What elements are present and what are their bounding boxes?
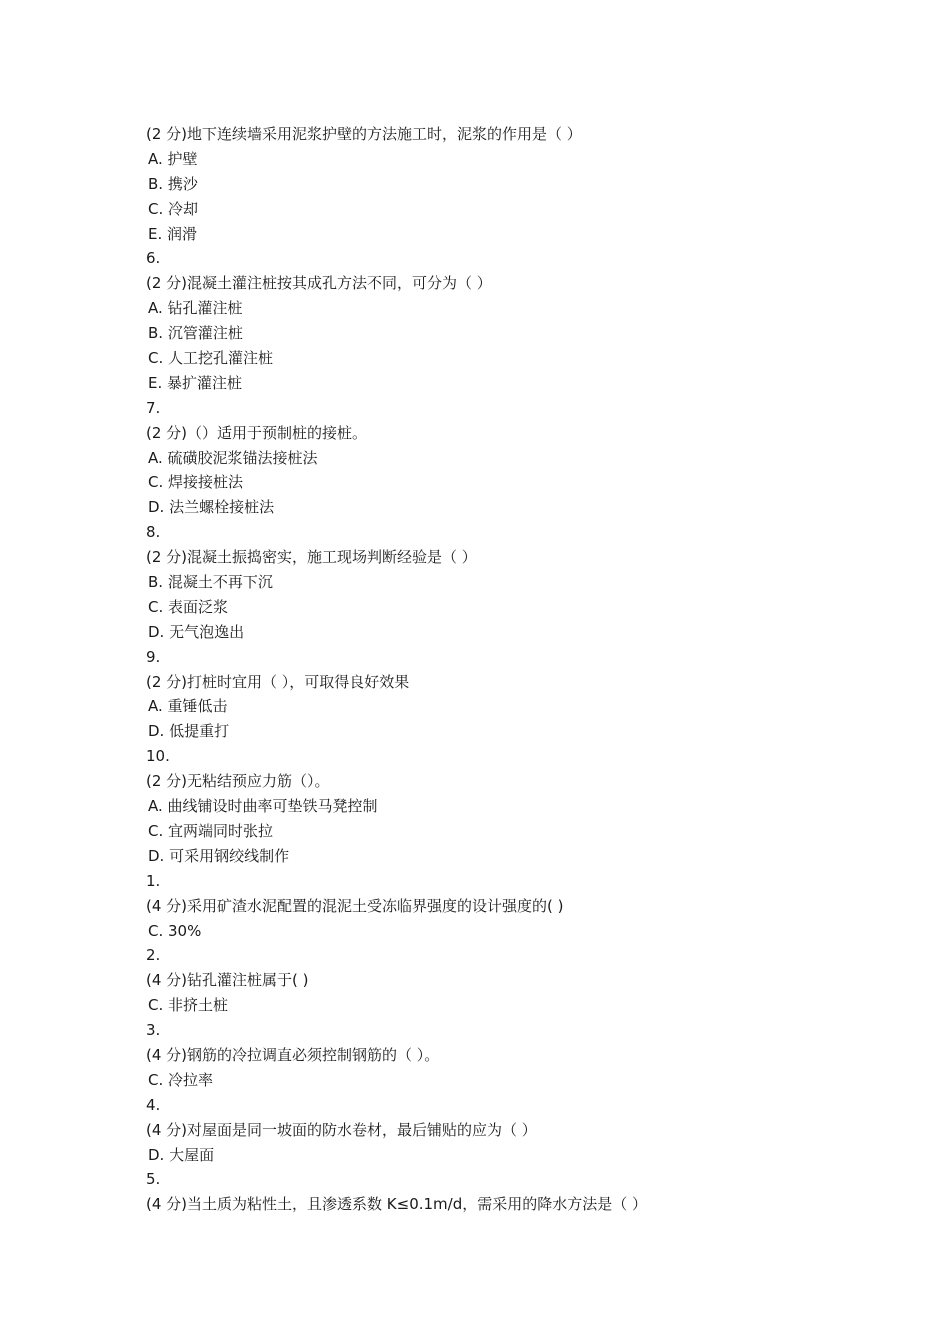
answer-option: C. 焊接接桩法 xyxy=(148,473,244,492)
answer-option: D. 无气泡逸出 xyxy=(148,622,245,641)
question-text: (2 分)打桩时宜用（ ），可取得良好效果 xyxy=(146,672,410,691)
question-number: 2. xyxy=(146,946,161,965)
question-number: 6. xyxy=(146,249,161,268)
answer-option: C. 非挤土桩 xyxy=(148,996,229,1015)
question-number: 9. xyxy=(146,647,161,666)
question-text: (4 分)钻孔灌注桩属于( ) xyxy=(146,971,309,990)
question-number: 4. xyxy=(146,1095,161,1114)
answer-option: E. 润滑 xyxy=(148,224,198,243)
answer-option: D. 大屋面 xyxy=(148,1145,215,1164)
answer-option: A. 硫磺胶泥浆锚法接桩法 xyxy=(148,448,318,467)
answer-option: B. 沉管灌注桩 xyxy=(148,324,243,343)
question-number: 10. xyxy=(146,747,170,766)
answer-option: A. 曲线铺设时曲率可垫铁马凳控制 xyxy=(148,797,378,816)
question-text: (4 分)钢筋的冷拉调直必须控制钢筋的（ ）。 xyxy=(146,1045,440,1064)
answer-option: C. 表面泛浆 xyxy=(148,597,229,616)
answer-option: A. 护壁 xyxy=(148,149,198,168)
answer-option: C. 30% xyxy=(148,921,202,940)
question-text: (4 分)对屋面是同一坡面的防水卷材，最后铺贴的应为（ ） xyxy=(146,1120,537,1139)
question-number: 8. xyxy=(146,523,161,542)
answer-option: D. 低提重打 xyxy=(148,722,230,741)
question-number: 1. xyxy=(146,871,161,890)
question-text: (2 分)混凝土灌注桩按其成孔方法不同，可分为（ ） xyxy=(146,274,492,293)
question-number: 5. xyxy=(146,1170,161,1189)
answer-option: C. 冷拉率 xyxy=(148,1070,214,1089)
question-text: (4 分)采用矿渣水泥配置的混泥土受冻临界强度的设计强度的( ) xyxy=(146,896,564,915)
question-text: (2 分)（）适用于预制桩的接桩。 xyxy=(146,423,368,442)
question-text: (2 分)混凝土振捣密实，施工现场判断经验是（ ） xyxy=(146,548,477,567)
answer-option: C. 冷却 xyxy=(148,199,199,218)
answer-option: A. 钻孔灌注桩 xyxy=(148,299,243,318)
question-number: 7. xyxy=(146,398,161,417)
answer-option: A. 重锤低击 xyxy=(148,697,228,716)
question-text: (2 分)地下连续墙采用泥浆护壁的方法施工时，泥浆的作用是（ ） xyxy=(146,125,582,143)
question-list xyxy=(146,122,846,1217)
answer-option: E. 暴扩灌注桩 xyxy=(148,373,243,392)
answer-option: C. 人工挖孔灌注桩 xyxy=(148,349,274,368)
answer-option: B. 混凝土不再下沉 xyxy=(148,573,273,592)
answer-option: B. 携沙 xyxy=(148,174,198,193)
question-number: 3. xyxy=(146,1021,161,1040)
answer-option: C. 宜两端同时张拉 xyxy=(148,821,274,840)
question-text: (2 分)无粘结预应力筋（）。 xyxy=(146,772,330,791)
question-text: (4 分)当土质为粘性土，且渗透系数 K≤0.1m/d，需采用的降水方法是（ ） xyxy=(146,1195,648,1214)
answer-option: D. 可采用钢绞线制作 xyxy=(148,846,290,865)
answer-option: D. 法兰螺栓接桩法 xyxy=(148,498,275,517)
